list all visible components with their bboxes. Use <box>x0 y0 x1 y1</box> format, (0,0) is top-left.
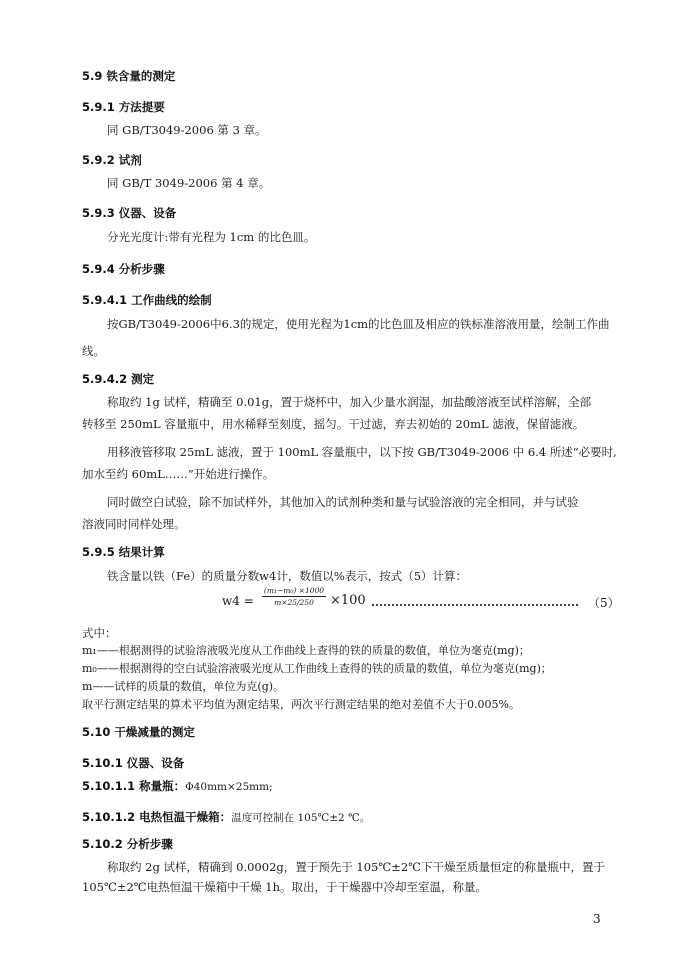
section-heading-5-10-1: 5.10.1 仪器、设备 <box>82 756 185 770</box>
paragraph-calculation: 铁含量以铁（Fe）的质量分数w4计，数值以%表示，按式（5）计算： <box>107 569 468 583</box>
paragraph-blank-line1: 同时做空白试验，除不加试样外，其他加入的试剂种类和量与试验溶液的完全相同，并与试验 <box>107 495 579 509</box>
item-5-10-1-1 <box>82 775 273 798</box>
formula-multiplier: ×100 <box>330 593 366 608</box>
section-heading-5-9-4-2: 5.9.4.2 测定 <box>82 372 155 386</box>
paragraph-drying-line2: 105℃±2℃电热恒温干燥箱中干燥 1h。取出，于干燥器中冷却至室温，称量。 <box>82 880 488 894</box>
paragraph-measure-line4: 加水至约 60mL……”开始进行操作。 <box>82 467 275 481</box>
formula-lhs: w4 = <box>222 594 254 608</box>
section-heading-5-9-4: 5.9.4 分析步骤 <box>82 262 165 276</box>
section-heading-5-9-5: 5.9.5 结果计算 <box>82 545 165 559</box>
paragraph-blank-line2: 溶液同时同样处理。 <box>82 517 186 531</box>
formula-fraction <box>262 586 326 607</box>
formula-equation-number: （5） <box>588 596 620 610</box>
section-heading-5-10: 5.10 干燥减量的测定 <box>82 725 195 739</box>
paragraph-apparatus: 分光光度计:带有光程为 1cm 的比色皿。 <box>107 230 316 244</box>
paragraph-measure-line2: 转移至 250mL 容量瓶中，用水稀释至刻度，摇匀。干过滤，弃去初始的 20mL 滤液，保留滤液。 <box>82 417 585 431</box>
item-5-10-1-2-text: 温度可控制在 105℃±2 ℃。 <box>231 812 371 824</box>
paragraph-result: 取平行测定结果的算术平均值为测定结果，两次平行测定结果的绝对差值不大于0.005%。 <box>82 698 520 711</box>
section-heading-5-9-1: 5.9.1 方法提要 <box>82 100 165 114</box>
page-number: 3 <box>593 912 601 926</box>
section-heading-5-9-2: 5.9.2 试剂 <box>82 153 142 167</box>
paragraph-drying-line1: 称取约 2g 试样，精确到 0.0002g，置于预先于 105℃±2℃下干燥至质量恒定的称量瓶中，置于 <box>107 860 606 874</box>
paragraph-curve-line1: 按GB/T3049-2006中6.3的规定，使用光程为1cm的比色皿及相应的铁标准溶液用量，绘制工作曲 <box>107 317 610 331</box>
section-heading-5-9: 5.9 铁含量的测定 <box>82 69 176 83</box>
paragraph-method: 同 GB/T3049-2006 第 3 章。 <box>107 123 267 137</box>
definition-m1: m₁——根据测得的试验溶液吸光度从工作曲线上查得的铁的质量的数值，单位为毫克(mg)； <box>82 644 530 657</box>
item-5-10-1-1-label: 5.10.1.1 称量瓶： <box>82 779 186 793</box>
paragraph-where: 式中： <box>82 626 117 640</box>
section-heading-5-9-4-1: 5.9.4.1 工作曲线的绘制 <box>82 293 212 307</box>
item-5-10-1-2 <box>82 806 370 829</box>
formula-leader-dots <box>372 586 578 606</box>
definition-m: m——试样的质量的数值，单位为克(g)。 <box>82 680 285 693</box>
section-heading-5-9-3: 5.9.3 仪器、设备 <box>82 206 177 220</box>
paragraph-reagents: 同 GB/T 3049-2006 第 4 章。 <box>107 176 271 190</box>
section-heading-5-10-2: 5.10.2 分析步骤 <box>82 837 173 851</box>
formula-w4 <box>222 586 620 620</box>
definition-m0: m₀——根据测得的空白试验溶液吸光度从工作曲线上查得的铁的质量的数值，单位为毫克(mg)； <box>82 662 552 675</box>
paragraph-curve-line2: 线。 <box>82 344 105 358</box>
formula-denominator: m×25/250 <box>274 598 314 607</box>
item-5-10-1-2-label: 5.10.1.2 电热恒温干燥箱： <box>82 810 232 824</box>
paragraph-measure-line1: 称取约 1g 试样，精确至 0.01g，置于烧杯中，加入少量水润湿，加盐酸溶液至试样溶解，全部 <box>107 395 592 409</box>
item-5-10-1-1-text: Φ40mm×25mm; <box>185 781 273 793</box>
formula-numerator: (m₁−m₀) ×1000 <box>263 586 325 595</box>
paragraph-measure-line3: 用移液管移取 25mL 滤液，置于 100mL 容量瓶中，以下按 GB/T3049-2006 中 6.4 所述“必要时, <box>107 445 617 459</box>
